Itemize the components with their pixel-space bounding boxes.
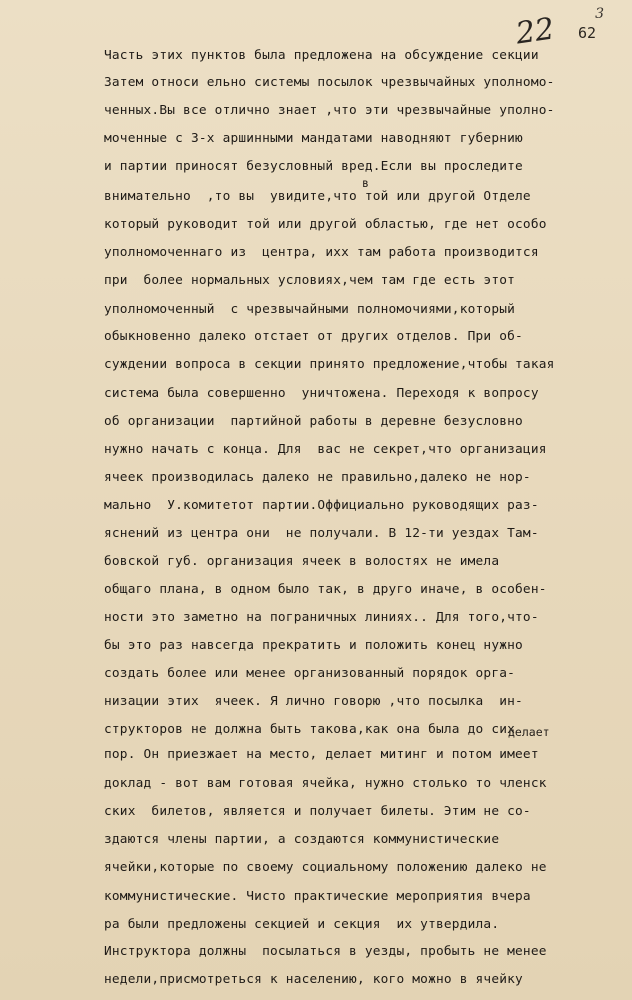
text-line: яснений из центра они не получали. В 12-ти уездах Там- [104,526,539,541]
text-line: ячеек производилась далеко не правильно,далеко не нор- [104,470,531,485]
handwritten-insert: в [362,176,369,190]
text-line: при более нормальных условиях,чем там где есть этот [104,273,516,288]
text-line: ячейки,которые по своему социальному положению далеко не [104,860,547,875]
text-line: моченные с 3-х аршинными мандатами наводняют губернию [104,131,523,146]
text-line: пор. Он приезжает на место, делает митинг и потом имеет [104,747,539,762]
text-line: доклад - вот вам готовая ячейка, нужно столько то членск [104,776,547,791]
text-line: нужно начать с конца. Для вас не секрет,что организация [104,442,547,457]
text-line: бы это раз навсегда прекратить и положить конец нужно [104,638,523,653]
text-line: недели,присмотреться к населению, кого можно в ячейку [104,972,523,987]
text-line: общаго плана, в одном было так, в друго иначе, в особен- [104,582,547,597]
text-line: ра были предложены секцией и секция их утвердила. [104,917,500,932]
handwritten-folio-number: 22 [513,11,557,52]
text-line: который руководит той или другой областью, где нет особо [104,217,547,232]
text-line: и партии приносят безусловный вред.Если вы проследите [104,159,523,174]
typed-page-number: 62 [577,24,596,42]
text-line: коммунистические. Чисто практические мероприятия вчера [104,889,531,904]
text-line: система была совершенно уничтожена. Переходя к вопросу [104,386,539,401]
text-line: суждении вопроса в секции принято предложение,чтобы такая [104,357,555,372]
text-line: структоров не должна быть такова,как она была до сих [104,722,516,737]
text-line: Инструктора должны посылаться в уезды, пробыть не менее [104,944,547,959]
text-line: здаются члены партии, а создаются коммунистические [104,832,500,847]
text-line: создать более или менее организованный порядок орга- [104,666,516,681]
handwritten-insert: делает [508,725,550,739]
text-line: низации этих ячеек. Я лично говорю ,что посылка ин- [104,694,523,709]
text-line: уполномоченный с чрезвычайными полномочиями,который [104,302,516,317]
text-line: ченных.Вы все отлично знает ,что эти чрезвычайные уполно- [104,103,555,118]
text-line: об организации партийной работы в деревне безусловно [104,414,523,429]
text-line: Часть этих пунктов была предложена на обсуждение секции [104,48,539,63]
text-line: внимательно ,то вы увидите,что той или другой Отделе [104,189,531,204]
text-line: мально У.комитетот партии.Оффициально руководящих раз- [104,498,539,513]
text-line: ских билетов, является и получает билеты. Этим не со- [104,804,531,819]
text-line: бовской губ. организация ячеек в волостях не имела [104,554,500,569]
handwritten-folio-mark: 3 [595,6,604,22]
text-line: обыкновенно далеко отстает от других отделов. При об- [104,329,523,344]
text-line: Затем относи ельно системы посылок чрезвычайных уполномо- [104,75,555,90]
text-line: ности это заметно на пограничных линиях.. Для того,что- [104,610,539,625]
text-line: уполномоченнаго из центра, ихх там работа производится [104,245,539,260]
